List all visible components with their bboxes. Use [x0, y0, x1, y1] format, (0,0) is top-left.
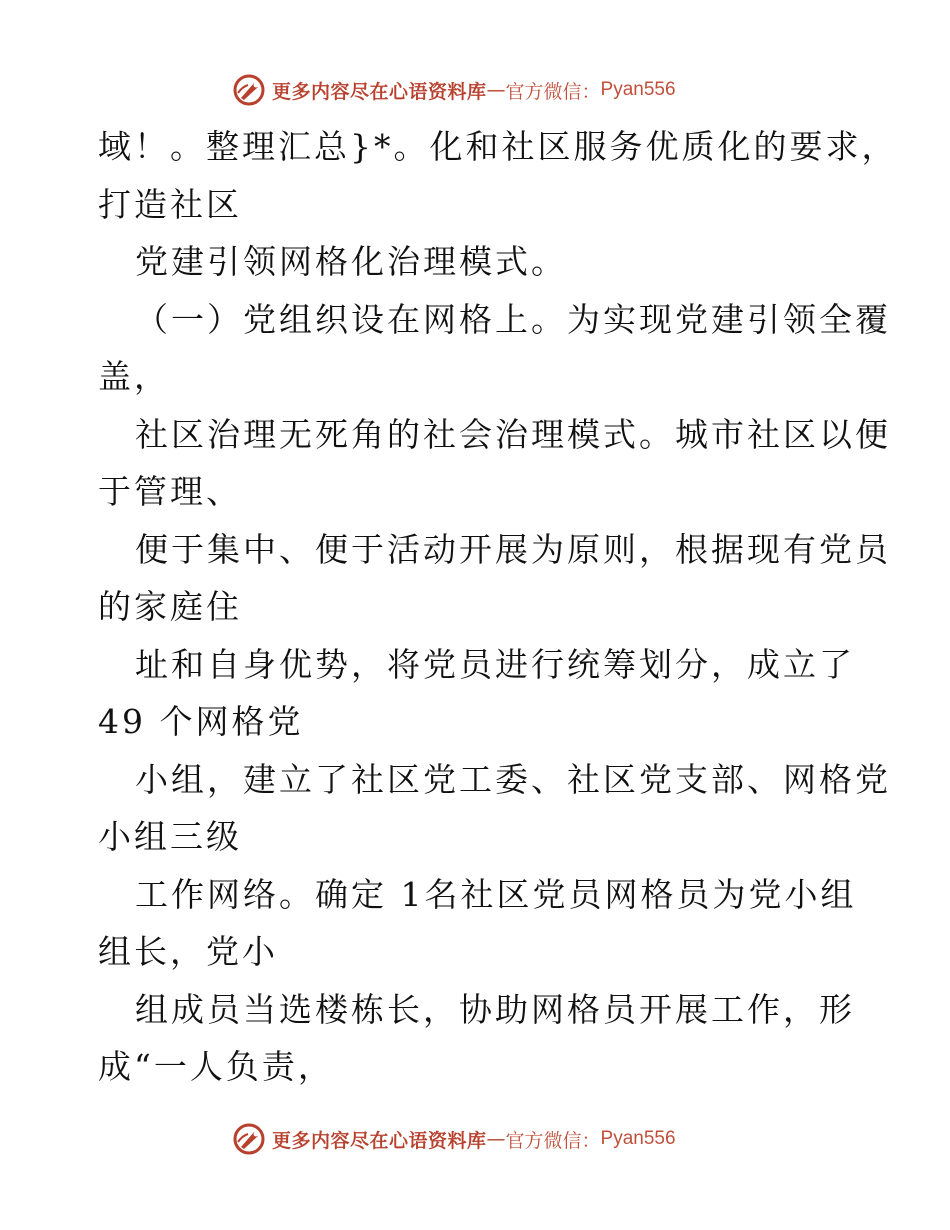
body-line: 党建引领网格化治理模式。 — [135, 242, 567, 281]
footer-banner-main-text: 更多内容尽在心语资料库 — [272, 1129, 487, 1152]
body-line: （一）党组织设在网格上。为实现党建引领全覆 — [135, 299, 891, 339]
header-banner-wechat-id: Pyan556 — [600, 79, 676, 100]
footer-banner-separator: — — [486, 1128, 506, 1150]
header-banner-sub-text: 官方微信： — [505, 80, 601, 103]
body-line: 域！。整理汇总}*。化和社区服务优质化的要求， — [98, 127, 898, 166]
header-banner-main-text: 更多内容尽在心语资料库 — [272, 80, 487, 103]
body-line: 组长，党小 — [98, 932, 278, 971]
body-line: 49 个网格党 — [98, 702, 304, 741]
body-line: 小组三级 — [98, 817, 242, 856]
body-line: 组成员当选楼栋长，协助网格员开展工作，形 — [135, 989, 855, 1029]
body-line: 址和自身优势，将党员进行统筹划分，成立了 — [135, 644, 855, 684]
header-banner-separator: — — [486, 79, 506, 101]
footer-banner-sub-text: 官方微信： — [505, 1129, 601, 1152]
pen-nib-logo-icon — [232, 1122, 266, 1156]
header-watermark-banner — [232, 72, 676, 108]
body-line: 盖， — [98, 357, 170, 396]
body-line: 便于集中、便于活动开展为原则，根据现有党员 — [135, 529, 891, 569]
footer-banner-wechat-id: Pyan556 — [600, 1128, 676, 1149]
footer-watermark-banner — [232, 1121, 676, 1157]
body-text — [98, 118, 898, 1096]
pen-nib-logo-icon — [232, 73, 266, 107]
body-line: 工作网络。确定 1名社区党员网格员为党小组 — [135, 874, 857, 914]
body-line: 的家庭住 — [98, 587, 242, 626]
body-line: 于管理、 — [98, 472, 242, 511]
body-line: 成“一人负责， — [98, 1047, 334, 1086]
body-line: 小组，建立了社区党工委、社区党支部、网格党 — [135, 759, 891, 799]
body-line: 社区治理无死角的社会治理模式。城市社区以便 — [135, 414, 891, 454]
body-line: 打造社区 — [98, 184, 242, 224]
